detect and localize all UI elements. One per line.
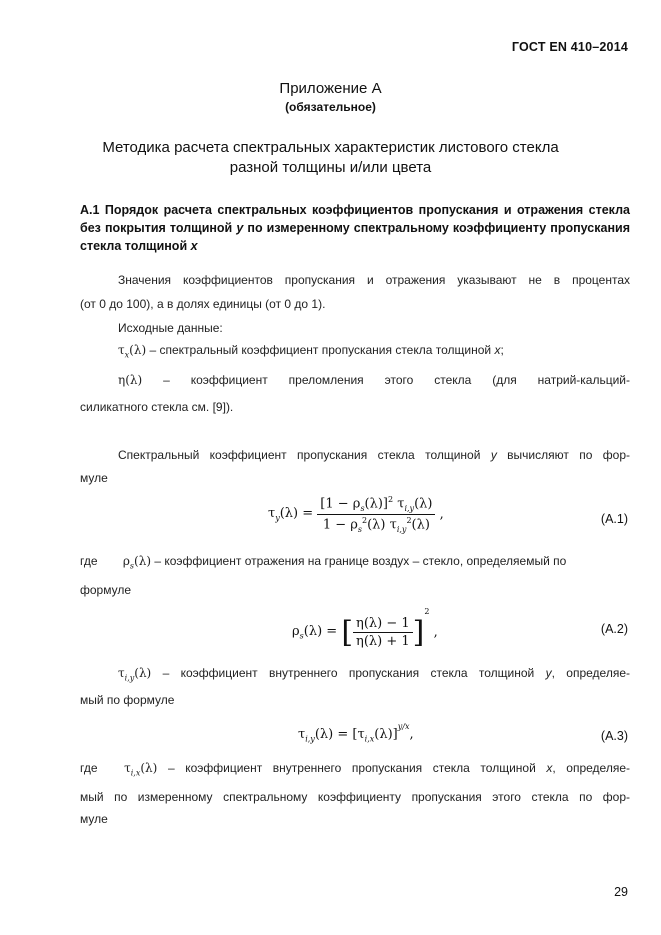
where-rho-s-text: – коэффициент отражения на границе воздух – стекло, определяемый по [154,554,567,568]
symbol-rho-s: $\rho_s(\lambda)$ [122,554,151,571]
paragraph-formula-intro-text: Спектральный коэффициент пропускания стекла толщиной [118,448,491,462]
definition-eta [118,372,630,388]
where-rho-s [80,553,566,574]
method-title [0,138,661,178]
formula-a2-number: (A.2) [600,622,628,636]
where-tau-ix-line3: муле [80,812,108,826]
definition-tau-x-text: – спектральный коэффициент пропускания стекла толщиной [149,343,495,357]
where-tau-ix-var: x [546,761,553,775]
formula-a1: $\tau_y(\lambda)$ = $\frac{[1 - \rho_s(\lambda)]^2 \tau_{i,y}(\lambda)}{1 - \rho_s^2(\lambda) \tau_{i,y}^2(\lambda)}$ , [268,495,444,534]
section-heading [80,201,630,255]
definition-eta-text: – коэффициент преломления этого стекла (для натрий-кальций- [163,373,630,387]
appendix-title: Приложение А [279,80,382,97]
symbol-tau-ix: $\tau_{i,x}(\lambda)$ [124,761,158,778]
definition-tau-x-var: x [494,343,501,357]
definition-tau-iy-line2: мый по формуле [80,693,175,707]
where-tau-ix-line2: мый по измеренному спектральному коэффициенту пропускания этого стекла по фор- [80,790,630,804]
paragraph-units-line2: (от 0 до 100), а в долях единицы (от 0 до 1). [80,297,326,311]
where-rho-s-lead: где [80,554,98,568]
formula-a3-number: (A.3) [600,729,628,743]
method-title-line2: разной толщины и/или цвета [229,159,432,176]
section-heading-var-y: y [236,221,244,235]
section-heading-var-x: x [190,239,198,253]
definition-tau-iy-var: y [545,666,552,680]
symbol-tau-iy: $\tau_{i,y}(\lambda)$ [118,666,152,683]
definition-eta-line2: силикатного стекла см. [9]). [80,400,234,414]
paragraph-formula-intro-line2: муле [80,471,108,485]
symbol-tau-x: $\tau_x(\lambda)$ [118,343,147,360]
paragraph-formula-intro [118,447,630,463]
formula-a3: $\tau_{i,y}(\lambda) = [\tau_{i,x}(\lambda)]^{y/x}$, [298,722,414,744]
section-heading-text-2: по измеренному спектральному коэффициенту пропускания стекла толщиной [80,221,630,253]
where-rho-s-line2: формуле [80,583,132,597]
method-title-line1: Методика расчета спектральных характеристик листового стекла [102,139,559,156]
definition-tau-iy [118,665,630,686]
formula-a1-number: (A.1) [600,512,628,526]
appendix-subtitle: (обязательное) [285,100,376,114]
definition-tau-iy-end: , определяе- [551,666,630,680]
where-tau-ix-end: , определяе- [552,761,630,775]
where-tau-ix-lead: где [80,761,98,775]
source-data-label: Исходные данные: [118,321,223,335]
definition-tau-x-end: ; [500,343,504,357]
definition-tau-iy-text: – коэффициент внутреннего пропускания стекла толщиной [162,666,546,680]
page-number: 29 [614,885,628,899]
symbol-eta: η(λ) [118,373,143,387]
section-heading-text: А.1 Порядок расчета спектральных коэффициентов пропускания и отражения стекла без покрытия толщиной [80,203,630,235]
where-tau-ix-text: – коэффициент внутреннего пропускания стекла толщиной [167,761,547,775]
where-tau-ix [80,760,630,781]
paragraph-units-line1: Значения коэффициентов пропускания и отражения указывают не в процентах [118,273,630,287]
formula-a1-fraction: $\frac{[1 - \rho_s(\lambda)]^2 \tau_{i,y}(\lambda)}{1 - \rho_s^2(\lambda) \tau_{i,y}^2(\lambda)}$ [317,495,435,534]
formula-a2-fraction: $\frac{\eta(\lambda) - 1}{\eta(\lambda) + 1}$ [353,616,413,649]
paragraph-formula-intro-end: вычисляют по фор- [496,448,631,462]
definition-tau-x [118,342,504,363]
standard-number: ГОСТ EN 410–2014 [511,40,628,54]
formula-a2: $\rho_s(\lambda)$ = [ $\frac{\eta(\lambda) - 1}{\eta(\lambda) + 1}$ ]$^2$ , [292,607,438,650]
paragraph-formula-intro-var: y [490,448,497,462]
